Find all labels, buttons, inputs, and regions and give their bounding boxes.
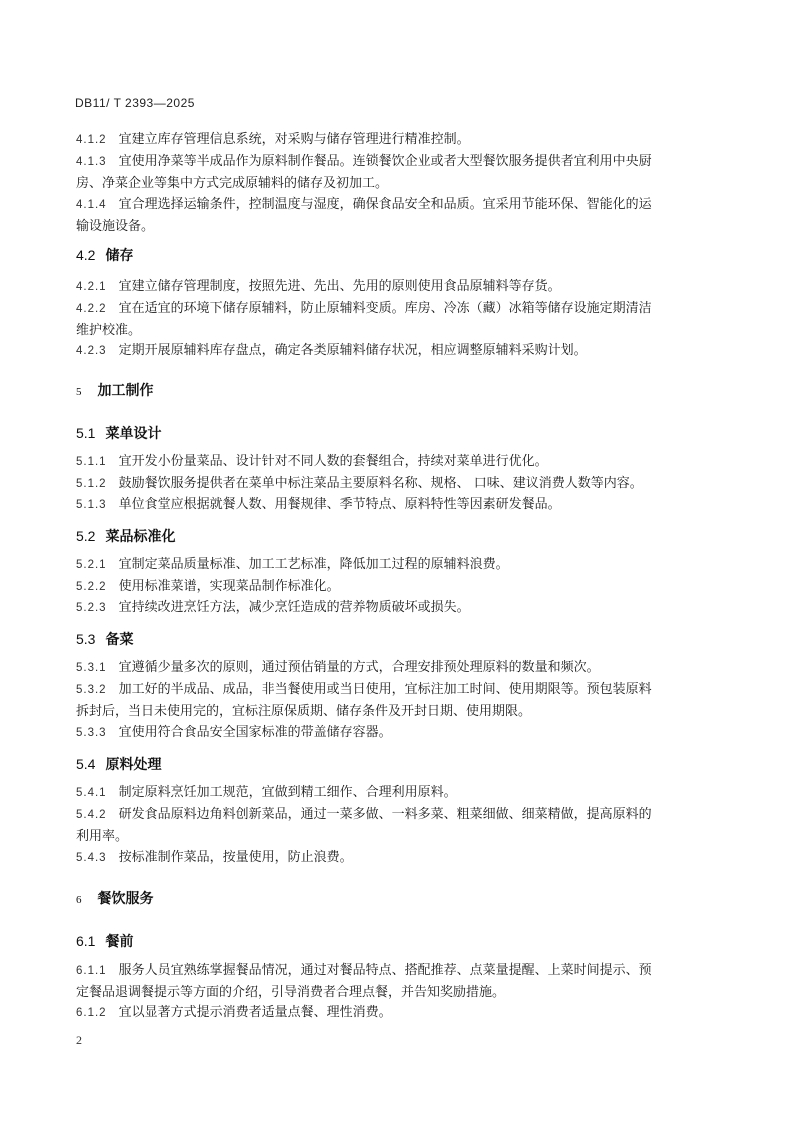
clause-5-4-3: [76, 847, 704, 869]
clause-text-continued: 输设施设备。: [76, 219, 155, 234]
chapter-title: 加工制作: [97, 383, 154, 399]
clause-text: 制定原料烹饪加工规范，宜做到精工细作、合理利用原料。: [118, 785, 457, 800]
clause-number: 4.1.2: [76, 134, 107, 146]
clause-text: 按标准制作菜品，按量使用，防止浪费。: [118, 850, 353, 865]
clause-text: 宜以显著方式提示消费者适量点餐、理性消费。: [118, 1005, 392, 1020]
section-heading-4-2: [76, 245, 133, 265]
clause-text: 宜制定菜品质量标准、加工工艺标准，降低加工过程的原辅料浪费。: [118, 557, 509, 572]
clause-5-2-3: [76, 597, 704, 619]
clause-number: 4.2.1: [76, 281, 107, 293]
chapter-number: 6: [76, 894, 82, 906]
section-title: 原料处理: [105, 757, 162, 773]
clause-number: 5.2.3: [76, 602, 107, 614]
chapter-title: 餐饮服务: [97, 891, 154, 907]
clause-5-1-1: [76, 451, 704, 473]
clause-4-2-2: [76, 298, 704, 342]
chapter-heading-6: [76, 888, 154, 908]
clause-4-2-3: [76, 340, 704, 362]
clause-number: 5.1.2: [76, 478, 107, 490]
section-title: 餐前: [105, 934, 134, 950]
clause-5-1-2: [76, 473, 704, 495]
clause-text: 使用标准菜谱，实现菜品制作标准化。: [118, 579, 340, 594]
clause-number: 5.4.1: [76, 787, 107, 799]
clause-5-3-2: [76, 679, 704, 723]
clause-number: 5.4.2: [76, 809, 107, 821]
clause-4-1-4: [76, 194, 704, 238]
page-number: 2: [76, 1033, 82, 1047]
clause-text: 宜使用符合食品安全国家标准的带盖储存容器。: [118, 725, 392, 740]
clause-text: 宜使用净菜等半成品作为原料制作餐品。连锁餐饮企业或者大型餐饮服务提供者宜利用中央厨: [118, 154, 652, 169]
clause-text-continued: 维护校准。: [76, 323, 142, 338]
clause-text: 宜在适宜的环境下储存原辅料，防止原辅料变质。库房、冷冻（藏）冰箱等储存设施定期清洁: [118, 301, 652, 316]
section-number: 5.2: [76, 528, 96, 544]
section-number: 5.3: [76, 631, 96, 647]
clause-5-4-1: [76, 782, 704, 804]
section-number: 5.4: [76, 756, 96, 772]
chapter-number: 5: [76, 386, 82, 398]
section-title: 储存: [105, 248, 134, 264]
clause-4-2-1: [76, 276, 704, 298]
clause-5-3-3: [76, 722, 704, 744]
clause-text-continued: 房、净菜企业等集中方式完成原辅料的储存及初加工。: [76, 176, 389, 191]
document-code-header: DB11/ T 2393—2025: [75, 96, 195, 110]
clause-text: 宜持续改进烹饪方法，减少烹饪造成的营养物质破坏或损失。: [118, 600, 470, 615]
clause-text: 宜建立储存管理制度，按照先进、先出、先用的原则使用食品原辅料等存货。: [118, 279, 561, 294]
section-number: 6.1: [76, 933, 96, 949]
clause-text: 宜遵循少量多次的原则，通过预估销量的方式，合理安排预处理原料的数量和频次。: [118, 660, 600, 675]
clause-text: 鼓励餐饮服务提供者在菜单中标注菜品主要原料名称、规格、 口味、建议消费人数等内容。: [118, 476, 643, 491]
section-title: 菜品标准化: [105, 529, 176, 545]
clause-text: 宜建立库存管理信息系统，对采购与储存管理进行精准控制。: [118, 132, 470, 147]
clause-6-1-2: [76, 1002, 704, 1024]
clause-text-continued: 拆封后，当日未使用完的，宜标注原保质期、储存条件及开封日期、使用期限。: [76, 704, 532, 719]
clause-text-continued: 定餐品退调餐提示等方面的介绍，引导消费者合理点餐，并告知奖励措施。: [76, 985, 506, 1000]
clause-number: 5.3.3: [76, 727, 107, 739]
clause-5-3-1: [76, 657, 704, 679]
clause-text: 服务人员宜熟练掌握餐品情况，通过对餐品特点、搭配推荐、点菜量提醒、上菜时间提示、预: [118, 963, 652, 978]
clause-number: 4.1.4: [76, 199, 107, 211]
clause-text-continued: 利用率。: [76, 829, 129, 844]
section-heading-5-2: [76, 526, 175, 546]
section-heading-5-4: [76, 754, 161, 774]
section-number: 5.1: [76, 425, 96, 441]
clause-text: 研发食品原料边角料创新菜品，通过一菜多做、一料多菜、粗菜细做、细菜精做，提高原料的: [118, 807, 652, 822]
clause-number: 4.2.2: [76, 303, 107, 315]
clause-5-1-3: [76, 494, 704, 516]
section-heading-5-1: [76, 423, 161, 443]
clause-4-1-2: [76, 129, 704, 151]
clause-text: 定期开展原辅料库存盘点，确定各类原辅料储存状况，相应调整原辅料采购计划。: [118, 343, 587, 358]
section-title: 菜单设计: [105, 426, 162, 442]
clause-6-1-1: [76, 960, 704, 1004]
clause-5-2-2: [76, 576, 704, 598]
clause-number: 5.1.3: [76, 499, 107, 511]
clause-number: 5.2.2: [76, 581, 107, 593]
clause-text: 宜开发小份量菜品、设计针对不同人数的套餐组合，持续对菜单进行优化。: [118, 454, 548, 469]
clause-number: 5.3.1: [76, 662, 107, 674]
section-heading-5-3: [76, 629, 133, 649]
section-heading-6-1: [76, 931, 133, 951]
clause-text: 单位食堂应根据就餐人数、用餐规律、季节特点、原料特性等因素研发餐品。: [118, 497, 561, 512]
clause-number: 5.4.3: [76, 852, 107, 864]
clause-5-2-1: [76, 554, 704, 576]
clause-number: 4.2.3: [76, 345, 107, 357]
clause-number: 5.3.2: [76, 684, 107, 696]
clause-text: 宜合理选择运输条件，控制温度与湿度，确保食品安全和品质。宜采用节能环保、智能化的运: [118, 197, 652, 212]
section-number: 4.2: [76, 247, 96, 263]
clause-text: 加工好的半成品、成品，非当餐使用或当日使用，宜标注加工时间、使用期限等。预包装原料: [118, 682, 652, 697]
clause-number: 5.1.1: [76, 456, 107, 468]
clause-number: 6.1.1: [76, 965, 107, 977]
clause-4-1-3: [76, 151, 704, 195]
section-title: 备菜: [105, 632, 134, 648]
chapter-heading-5: [76, 380, 154, 400]
clause-5-4-2: [76, 804, 704, 848]
clause-number: 6.1.2: [76, 1007, 107, 1019]
clause-number: 4.1.3: [76, 156, 107, 168]
clause-number: 5.2.1: [76, 559, 107, 571]
